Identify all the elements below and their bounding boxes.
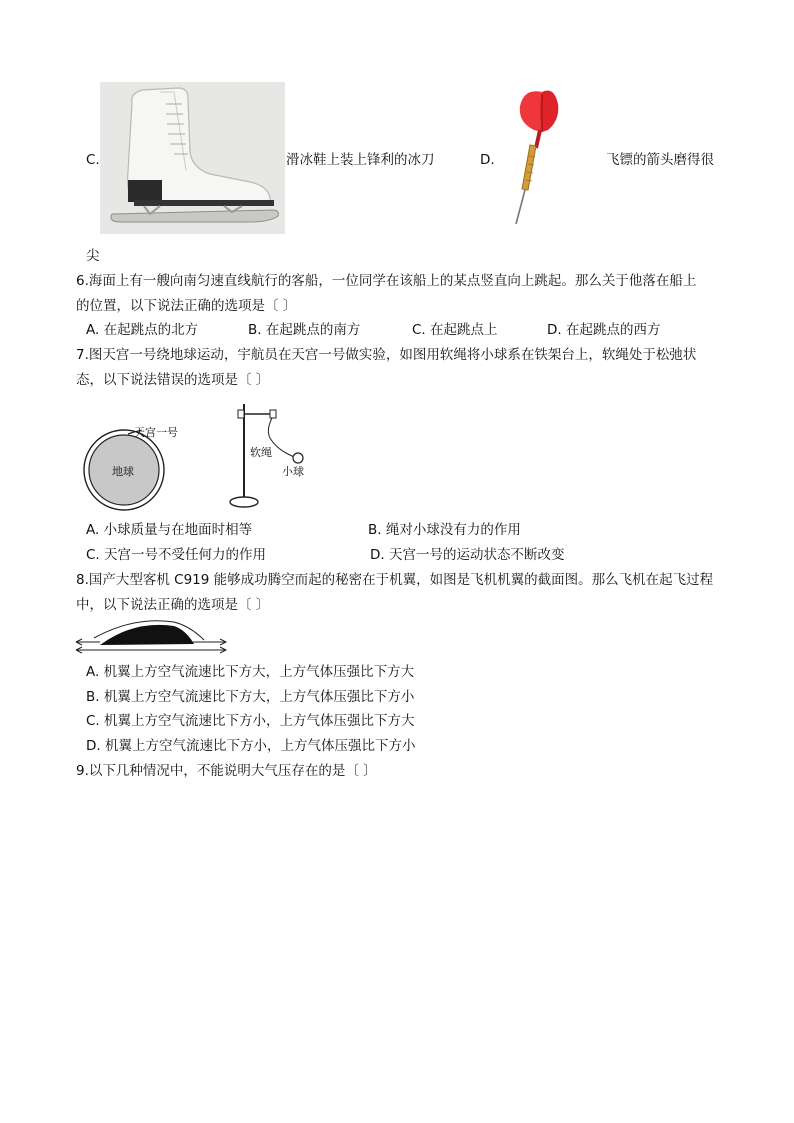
q8-stem-line2: 中，以下说法正确的选项是〔 〕 (76, 597, 270, 613)
q8-option-c: C. 机翼上方空气流速比下方小，上方气体压强比下方大 (86, 713, 415, 729)
q7-option-b: B. 绳对小球没有力的作用 (368, 522, 521, 538)
q7-label-rope: 软绳 (250, 446, 272, 459)
q7-option-c: C. 天宫一号不受任何力的作用 (86, 547, 267, 563)
q7-option-a: A. 小球质量与在地面时相等 (86, 522, 253, 538)
q7-stem-line2: 态，以下说法错误的选项是〔 〕 (76, 372, 270, 388)
q7-label-station: 天宫一号 (134, 426, 178, 439)
q7-option-d: D. 天宫一号的运动状态不断改变 (370, 547, 565, 563)
q9-stem: 9.以下几种情况中，不能说明大气压存在的是〔 〕 (76, 763, 377, 779)
q6-stem-line2: 的位置，以下说法正确的选项是〔 〕 (76, 298, 297, 314)
q8-option-b: B. 机翼上方空气流速比下方大，上方气体压强比下方小 (86, 689, 415, 705)
q5-option-c-letter: C. (86, 152, 100, 168)
q8-option-d: D. 机翼上方空气流速比下方小，上方气体压强比下方小 (86, 738, 416, 754)
ice-skate-image (100, 82, 285, 234)
q6-option-b: B. 在起跳点的南方 (248, 322, 361, 338)
q7-label-ball: 小球 (282, 465, 304, 478)
q5-option-d-text-cont: 尖 (86, 248, 100, 264)
q5-option-d-text: 飞镖的箭头磨得很 (606, 152, 714, 168)
q5-option-c-text: 滑冰鞋上装上锋利的冰刀 (286, 152, 435, 168)
q5-option-d-letter: D. (480, 152, 495, 168)
q6-option-c: C. 在起跳点上 (412, 322, 498, 338)
q6-stem-line1: 6.海面上有一艘向南匀速直线航行的客船，一位同学在该船上的某点竖直向上跳起。那么关于他落在船上 (76, 273, 697, 289)
q7-label-earth: 地球 (112, 465, 134, 478)
q8-wing-section-figure (74, 616, 234, 656)
q6-option-d: D. 在起跳点的西方 (547, 322, 661, 338)
q7-stem-line1: 7.图天宫一号绕地球运动，宇航员在天宫一号做实验，如图用软绳将小球系在铁架台上，软绳处于松弛状 (76, 347, 697, 363)
dart-image (498, 86, 562, 228)
q8-option-a: A. 机翼上方空气流速比下方大，上方气体压强比下方大 (86, 664, 415, 680)
q6-option-a: A. 在起跳点的北方 (86, 322, 199, 338)
q8-stem-line1: 8.国产大型客机 C919 能够成功腾空而起的秘密在于机翼，如图是飞机机翼的截面图。那么飞机在起飞过程 (76, 572, 714, 588)
